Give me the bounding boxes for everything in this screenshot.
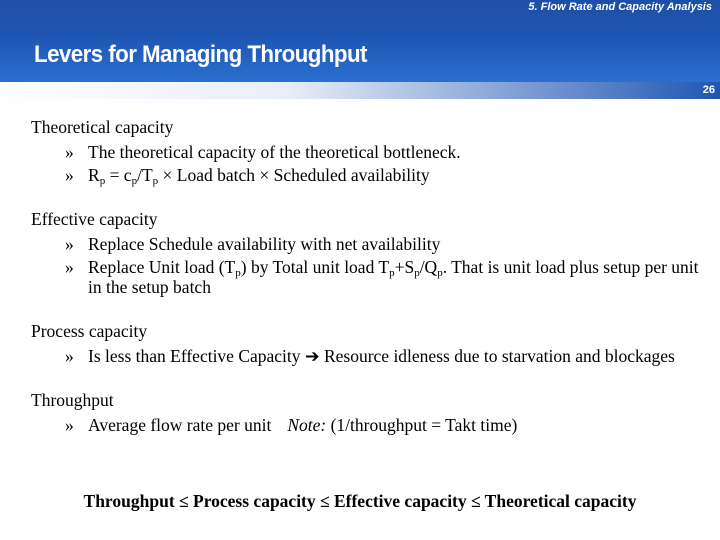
title-banner [0,0,720,82]
formula-text: /Q [419,257,438,277]
right-arrow-icon: ➔ [304,346,320,366]
formula-text: /T [137,165,153,185]
section-heading: Process capacity [31,321,148,341]
formula-text: . That is unit load plus setup per unit in the setup batch [88,257,699,297]
bullet-item [31,415,701,435]
bullet-marker: » [65,165,74,185]
slide-title: Levers for Managing Throughput [34,41,367,68]
section-throughput [31,389,701,435]
formula-text: = c [105,165,132,185]
subscript: p [414,267,420,279]
formula-text: Replace Unit load (T [88,257,236,277]
bullet-marker: » [65,234,74,254]
capacity-inequality: Throughput ≤ Process capacity ≤ Effective capacity ≤ Theoretical capacity [83,491,637,511]
bullet-item [31,165,701,185]
bullet-text: Average flow rate per unit [88,415,272,435]
bullet-text: The theoretical capacity of the theoretical bottleneck. [88,142,461,162]
section-heading: Theoretical capacity [31,117,174,137]
subscript: p [437,267,443,279]
bullet-marker: » [65,346,74,366]
bullet-item [31,346,701,366]
bullet-item [31,257,701,297]
bullet-text: Resource idleness due to starvation and blockages [319,346,675,366]
bullet-item [31,234,701,254]
formula-text: ) by Total unit load T [240,257,390,277]
bullet-item [31,142,701,162]
subscript: p [389,267,395,279]
subscript: p [235,267,241,279]
bullet-marker: » [65,415,74,435]
slide-content [31,116,701,435]
bullet-marker: » [65,142,74,162]
formula-text: × Load batch × Scheduled availability [158,165,430,185]
bullet-marker: » [65,257,74,277]
subscript: p [131,175,138,187]
bullet-text: Replace Schedule availability with net availability [88,234,441,254]
page-number: 26 [702,84,715,96]
formula-text: R [88,165,100,185]
section-effective-capacity [31,208,701,297]
subtitle-bar [0,82,720,99]
note-text: (1/throughput = Takt time) [326,415,518,435]
subscript: p [152,175,159,187]
section-label: 5. Flow Rate and Capacity Analysis [528,1,712,13]
note-label: Note: [287,415,327,435]
section-process-capacity [31,320,701,366]
formula-text: +S [394,257,415,277]
section-heading: Effective capacity [31,209,158,229]
section-heading: Throughput [31,390,114,410]
subscript: p [99,175,106,187]
section-theoretical-capacity [31,116,701,185]
bullet-text: Is less than Effective Capacity [88,346,305,366]
